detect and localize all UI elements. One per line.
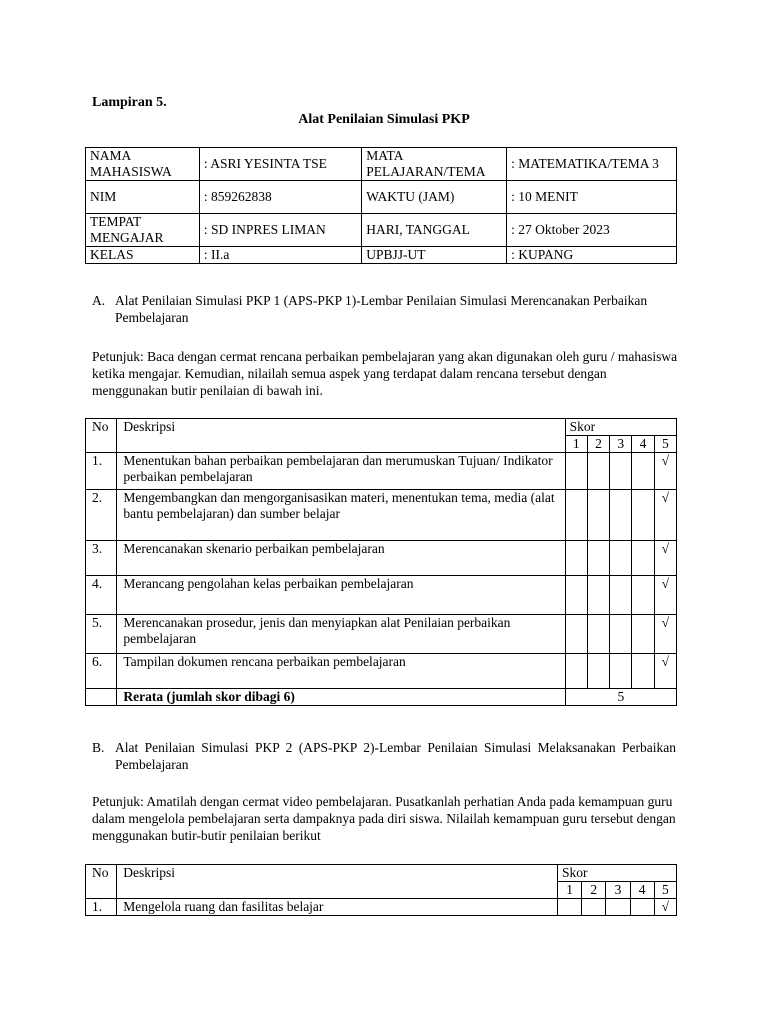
score-col-5: 5 bbox=[654, 882, 676, 899]
score-cell-2 bbox=[587, 654, 609, 689]
section-a-heading bbox=[92, 292, 676, 326]
score-table-b bbox=[85, 864, 677, 916]
nim-value: : 859262838 bbox=[199, 181, 361, 214]
score-col-1: 1 bbox=[565, 436, 587, 453]
score-cell-1 bbox=[565, 490, 587, 541]
row-number: 1. bbox=[86, 899, 117, 916]
col-skor-header: Skor bbox=[557, 865, 676, 882]
score-cell-3 bbox=[610, 654, 632, 689]
table-row bbox=[86, 453, 677, 490]
score-cell-1 bbox=[565, 453, 587, 490]
row-number: 4. bbox=[86, 576, 117, 615]
score-cell-2 bbox=[587, 541, 609, 576]
score-col-1: 1 bbox=[557, 882, 581, 899]
section-b-instruction: Petunjuk: Amatilah dengan cermat video pembelajaran. Pusatkanlah perhatian Anda pada kemampuan guru dalam mengelola pembelajaran serta dampaknya pada diri siswa. Nilailah kemampuan guru tersebut dengan menggunakan butir-butir penilaian berikut bbox=[92, 794, 676, 843]
score-cell-2 bbox=[587, 490, 609, 541]
hari-tanggal-label: HARI, TANGGAL bbox=[362, 214, 507, 247]
row-description: Tampilan dokumen rencana perbaikan pembelajaran bbox=[117, 654, 565, 689]
score-col-4: 4 bbox=[632, 436, 654, 453]
tempat-label: TEMPAT MENGAJAR bbox=[86, 214, 200, 247]
row-number: 2. bbox=[86, 490, 117, 541]
section-b-title: Alat Penilaian Simulasi PKP 2 (APS-PKP 2)-Lembar Penilaian Simulasi Melaksanakan Perbaikan Pembelajaran bbox=[115, 740, 676, 772]
tempat-value: : SD INPRES LIMAN bbox=[199, 214, 361, 247]
score-cell-4 bbox=[632, 541, 654, 576]
document-title: Alat Penilaian Simulasi PKP bbox=[298, 112, 470, 127]
row-description: Merencanakan prosedur, jenis dan menyiapkan alat Penilaian perbaikan pembelajaran bbox=[117, 615, 565, 654]
upbjj-label: UPBJJ-UT bbox=[362, 247, 507, 264]
check-mark: √ bbox=[654, 490, 676, 541]
table-row bbox=[86, 576, 677, 615]
mata-pelajaran-label: MATA PELAJARAN/TEMA bbox=[362, 148, 507, 181]
average-row bbox=[86, 689, 677, 706]
score-cell-4 bbox=[632, 576, 654, 615]
score-cell-3 bbox=[610, 541, 632, 576]
average-value: 5 bbox=[565, 689, 676, 706]
table-a-rows bbox=[86, 453, 677, 689]
score-cell-2 bbox=[587, 576, 609, 615]
score-cell-4 bbox=[630, 899, 654, 916]
average-no-cell bbox=[86, 689, 117, 706]
table-b-rows bbox=[86, 899, 677, 916]
lampiran-label: Lampiran 5. bbox=[92, 95, 167, 110]
check-mark: √ bbox=[654, 615, 676, 654]
mata-pelajaran-value: : MATEMATIKA/TEMA 3 bbox=[507, 148, 677, 181]
waktu-value: : 10 MENIT bbox=[507, 181, 677, 214]
nim-label: NIM bbox=[86, 181, 200, 214]
score-cell-3 bbox=[610, 453, 632, 490]
score-cell-1 bbox=[557, 899, 581, 916]
score-cell-3 bbox=[606, 899, 630, 916]
check-mark: √ bbox=[654, 899, 676, 916]
score-col-3: 3 bbox=[610, 436, 632, 453]
section-a-letter: A. bbox=[92, 293, 106, 308]
table-row bbox=[86, 615, 677, 654]
col-desc-header: Deskripsi bbox=[117, 419, 565, 453]
score-col-3: 3 bbox=[606, 882, 630, 899]
table-row bbox=[86, 541, 677, 576]
score-cell-1 bbox=[565, 654, 587, 689]
average-label: Rerata (jumlah skor dibagi 6) bbox=[117, 689, 565, 706]
kelas-label: KELAS bbox=[86, 247, 200, 264]
nama-value: : ASRI YESINTA TSE bbox=[199, 148, 361, 181]
row-number: 3. bbox=[86, 541, 117, 576]
waktu-label: WAKTU (JAM) bbox=[362, 181, 507, 214]
table-row bbox=[86, 490, 677, 541]
score-cell-3 bbox=[610, 615, 632, 654]
score-cell-3 bbox=[610, 576, 632, 615]
row-description: Menentukan bahan perbaikan pembelajaran dan merumuskan Tujuan/ Indikator perbaikan pembelajaran bbox=[117, 453, 565, 490]
score-cell-2 bbox=[587, 615, 609, 654]
check-mark: √ bbox=[654, 453, 676, 490]
score-cell-3 bbox=[610, 490, 632, 541]
check-mark: √ bbox=[654, 576, 676, 615]
kelas-value: : II.a bbox=[199, 247, 361, 264]
score-col-4: 4 bbox=[630, 882, 654, 899]
col-desc-header: Deskripsi bbox=[117, 865, 558, 899]
table-row bbox=[86, 654, 677, 689]
score-cell-4 bbox=[632, 654, 654, 689]
row-number: 6. bbox=[86, 654, 117, 689]
section-a-instruction: Petunjuk: Baca dengan cermat rencana perbaikan pembelajaran yang akan digunakan oleh guru / mahasiswa ketika mengajar. Kemudian, nilailah semua aspek yang terdapat dalam rencana tersebut dengan menggunakan butir penilaian di bawah ini. bbox=[92, 349, 678, 398]
section-a-title: Alat Penilaian Simulasi PKP 1 (APS-PKP 1)-Lembar Penilaian Simulasi Merencanakan Perbaikan Pembelajaran bbox=[115, 293, 648, 325]
col-skor-header: Skor bbox=[565, 419, 676, 436]
score-cell-1 bbox=[565, 615, 587, 654]
section-b-letter: B. bbox=[92, 740, 105, 755]
nama-label: NAMA MAHASISWA bbox=[86, 148, 200, 181]
score-col-5: 5 bbox=[654, 436, 676, 453]
hari-tanggal-value: : 27 Oktober 2023 bbox=[507, 214, 677, 247]
identity-table bbox=[85, 147, 677, 264]
row-number: 5. bbox=[86, 615, 117, 654]
score-cell-2 bbox=[582, 899, 606, 916]
row-number: 1. bbox=[86, 453, 117, 490]
section-b-heading bbox=[92, 739, 676, 773]
row-description: Merancang pengolahan kelas perbaikan pembelajaran bbox=[117, 576, 565, 615]
score-cell-1 bbox=[565, 541, 587, 576]
score-col-2: 2 bbox=[587, 436, 609, 453]
row-description: Mengembangkan dan mengorganisasikan materi, menentukan tema, media (alat bantu pembelajaran) dan sumber belajar bbox=[117, 490, 565, 541]
row-description: Merencanakan skenario perbaikan pembelajaran bbox=[117, 541, 565, 576]
score-col-2: 2 bbox=[582, 882, 606, 899]
score-cell-4 bbox=[632, 490, 654, 541]
check-mark: √ bbox=[654, 654, 676, 689]
score-cell-4 bbox=[632, 453, 654, 490]
upbjj-value: : KUPANG bbox=[507, 247, 677, 264]
score-table-a bbox=[85, 418, 677, 706]
score-cell-1 bbox=[565, 576, 587, 615]
table-row bbox=[86, 899, 677, 916]
col-no-header: No bbox=[86, 865, 117, 899]
col-no-header: No bbox=[86, 419, 117, 453]
row-description: Mengelola ruang dan fasilitas belajar bbox=[117, 899, 558, 916]
check-mark: √ bbox=[654, 541, 676, 576]
score-cell-4 bbox=[632, 615, 654, 654]
score-cell-2 bbox=[587, 453, 609, 490]
